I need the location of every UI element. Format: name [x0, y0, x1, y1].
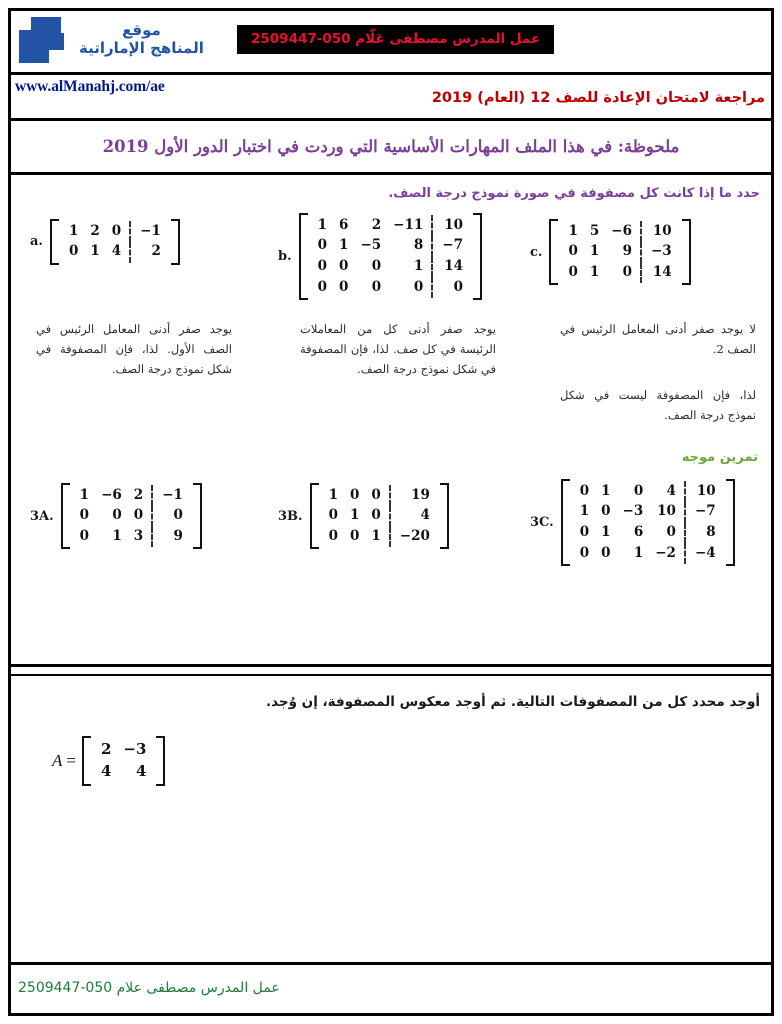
matrix-cell: 1	[317, 216, 328, 233]
matrix-cell: 1	[371, 528, 381, 545]
site-logo	[19, 17, 219, 63]
matrix-cell: 1	[68, 222, 79, 239]
matrix-cell: 4	[136, 762, 147, 781]
matrix-cell: 0	[339, 258, 349, 275]
site-url-link[interactable]: www.alManahj.com/ae	[15, 78, 165, 95]
matrix-cell: −2	[655, 544, 676, 561]
matrix-cell: −3	[622, 503, 644, 520]
matrix-a-equation	[52, 735, 165, 787]
matrix-cell: −3	[640, 242, 678, 263]
matrix-cell: 0	[666, 524, 676, 541]
problem-a-matrix	[50, 218, 180, 266]
matrix-cell: 0	[568, 264, 578, 281]
problem-b-matrix	[299, 212, 482, 301]
matrix-cell: −7	[684, 502, 722, 523]
matrix-cell: 1	[413, 258, 424, 275]
matrix-cell: 4	[111, 243, 122, 260]
note-row	[13, 124, 769, 168]
footer-credit: عمل المدرس مصطفى علام 050-2509447	[18, 980, 280, 996]
guided-practice-label: تمرين موجه	[681, 450, 758, 465]
page-border-left	[8, 8, 11, 1016]
matrix-cell: 0	[151, 506, 189, 527]
page-border-right	[771, 8, 774, 1016]
matrix-grid	[70, 483, 193, 549]
matrix-cell: −1	[129, 221, 167, 242]
matrix-cell: 0	[349, 528, 360, 545]
matrix-cell: 3	[133, 528, 144, 545]
matrix-grid	[59, 219, 171, 265]
matrix-cell: 2	[129, 242, 167, 263]
matrix-cell: 1	[579, 503, 590, 520]
matrix-cell: 8	[684, 523, 722, 544]
matrix-cell: 1	[90, 243, 100, 260]
matrix-cell: 1	[79, 486, 90, 503]
page-header	[11, 11, 771, 68]
problem-3b-matrix	[310, 482, 449, 550]
matrix-cell: 9	[151, 527, 189, 548]
matrix-grid	[570, 479, 726, 566]
rule-above-section2-thin	[11, 674, 771, 676]
problem-c-explanation-1: لا يوجد صفر أدنى المعامل الرئيس في الصف 2.	[560, 322, 756, 356]
matrix-cell: 1	[601, 524, 611, 541]
matrix-cell: 0	[371, 507, 381, 524]
matrix-cell: 0	[328, 507, 338, 524]
problem-a-explanation: يوجد صفر أدنى المعامل الرئيس في الصف الأول. لذا، فإن المصفوفة في شكل نموذج درجة الصف.	[36, 322, 232, 376]
matrix-cell: 0	[79, 507, 90, 524]
matrix-cell: 0	[317, 278, 328, 295]
problem-c-label: c.	[530, 244, 543, 260]
matrix-cell: 2	[100, 739, 112, 758]
logo-line-1: موقع	[122, 20, 161, 39]
logo-blocks-icon	[19, 17, 75, 63]
problem-3c-matrix	[561, 478, 735, 567]
matrix-cell: 1	[339, 237, 349, 254]
problem-3a-matrix	[61, 482, 202, 550]
rule-above-section2	[11, 664, 771, 667]
matrix-cell: 19	[389, 485, 436, 506]
matrix-cell: 10	[640, 221, 678, 242]
matrix-cell: 2	[371, 216, 382, 233]
problem-a-label: a.	[30, 234, 43, 250]
matrix-cell: 0	[371, 486, 381, 503]
matrix-cell: 2	[133, 486, 144, 503]
note-text: ملحوظة: في هذا الملف المهارات الأساسية التي وردت في اختبار الدور الأول 2019	[102, 136, 680, 156]
matrix-cell: 0	[349, 486, 360, 503]
matrix-cell: 1	[568, 222, 578, 239]
matrix-cell: 6	[339, 216, 349, 233]
matrix-cell: 0	[339, 278, 349, 295]
matrix-cell: −6	[101, 486, 122, 503]
matrix-cell: 9	[622, 243, 632, 260]
matrix-cell: 0	[133, 507, 144, 524]
matrix-cell: 14	[640, 263, 678, 284]
matrix-cell: 0	[111, 222, 122, 239]
teacher-credit-banner: عمل المدرس مصطفى عَلّام 050-2509447	[237, 25, 554, 54]
matrix-cell: −20	[389, 527, 436, 548]
logo-text	[79, 22, 204, 57]
matrix-cell: 10	[684, 481, 722, 502]
matrix-a-name: A	[52, 750, 63, 770]
matrix-cell: 4	[100, 762, 112, 781]
matrix-grid	[91, 736, 156, 786]
matrix-cell: 0	[317, 237, 328, 254]
matrix-cell: −5	[360, 237, 382, 254]
equals-sign: =	[66, 750, 76, 770]
problem-3c-label: 3C.	[530, 515, 554, 531]
matrix-cell: 0	[317, 258, 328, 275]
problem-3b-label: 3B.	[278, 508, 303, 524]
matrix-cell: 0	[579, 544, 590, 561]
matrix-cell: 0	[568, 243, 578, 260]
matrix-cell: 1	[328, 486, 338, 503]
rule-above-footer	[11, 962, 771, 965]
matrix-cell: 10	[431, 215, 469, 236]
rule-under-note	[11, 172, 771, 175]
matrix-cell: 0	[633, 482, 644, 499]
matrix-cell: −3	[123, 739, 147, 758]
matrix-cell: 5	[589, 222, 600, 239]
matrix-cell: 14	[431, 257, 469, 278]
matrix-cell: 4	[389, 506, 436, 527]
matrix-cell: 1	[589, 243, 600, 260]
matrix-cell: 8	[413, 237, 424, 254]
problem-3c	[530, 478, 735, 567]
matrix-cell: 1	[601, 482, 611, 499]
section1-instruction: حدد ما إذا كانت كل مصفوفة في صورة نموذج درجة الصف.	[388, 186, 760, 201]
matrix-cell: 0	[579, 524, 590, 541]
problem-a	[30, 218, 180, 266]
matrix-cell: 0	[579, 482, 590, 499]
matrix-cell: 0	[622, 264, 632, 281]
problem-3a	[30, 482, 202, 550]
matrix-cell: 0	[112, 507, 122, 524]
matrix-cell: 4	[666, 482, 676, 499]
section2-instruction: أوجد محدد كل من المصفوفات التالية. ثم أوجد معكوس المصفوفة، إن وُجد.	[265, 694, 760, 710]
matrix-cell: 6	[633, 524, 644, 541]
matrix-cell: 1	[589, 264, 600, 281]
matrix-cell: 1	[633, 544, 644, 561]
matrix-cell: 0	[68, 243, 79, 260]
problem-3a-label: 3A.	[30, 508, 54, 524]
matrix-cell: 2	[90, 222, 100, 239]
page-border-bottom	[8, 1013, 774, 1016]
problem-c	[530, 218, 691, 286]
matrix-grid	[319, 483, 440, 549]
matrix-cell: 0	[328, 528, 338, 545]
matrix-cell: 1	[112, 528, 122, 545]
problem-b	[278, 212, 482, 301]
matrix-cell: 0	[371, 258, 382, 275]
matrix-cell: 0	[601, 544, 611, 561]
matrix-cell: −7	[431, 236, 469, 257]
matrix-cell: 0	[431, 277, 469, 298]
matrix-a	[82, 735, 165, 787]
matrix-cell: 0	[371, 278, 382, 295]
url-title-row	[13, 76, 771, 110]
matrix-cell: −6	[611, 222, 632, 239]
matrix-cell: 1	[349, 507, 360, 524]
logo-line-2: المناهج الإماراتية	[79, 38, 204, 57]
matrix-cell: −1	[151, 485, 189, 506]
rule-under-title	[11, 118, 771, 121]
problem-b-label: b.	[278, 249, 292, 265]
matrix-cell: 0	[413, 278, 424, 295]
matrix-cell: 0	[79, 528, 90, 545]
problem-3b	[278, 482, 449, 550]
problem-b-explanation: يوجد صفر أدنى كل من المعاملات الرئيسة في كل صف. لذا، فإن المصفوفة في شكل نموذج درجة الصف.	[300, 322, 496, 376]
problem-c-matrix	[549, 218, 690, 286]
matrix-cell: 10	[657, 503, 676, 520]
matrix-cell: 0	[601, 503, 611, 520]
matrix-grid	[308, 213, 473, 300]
matrix-cell: −4	[684, 543, 722, 564]
matrix-cell: −11	[393, 216, 424, 233]
rule-under-header	[11, 72, 771, 75]
document-title: مراجعة لامتحان الإعادة للصف 12 (العام) 2019	[431, 90, 765, 106]
matrix-grid	[558, 219, 681, 285]
problem-c-explanation-2: لذا، فإن المصفوفة ليست في شكل نموذج درجة الصف.	[560, 388, 756, 422]
